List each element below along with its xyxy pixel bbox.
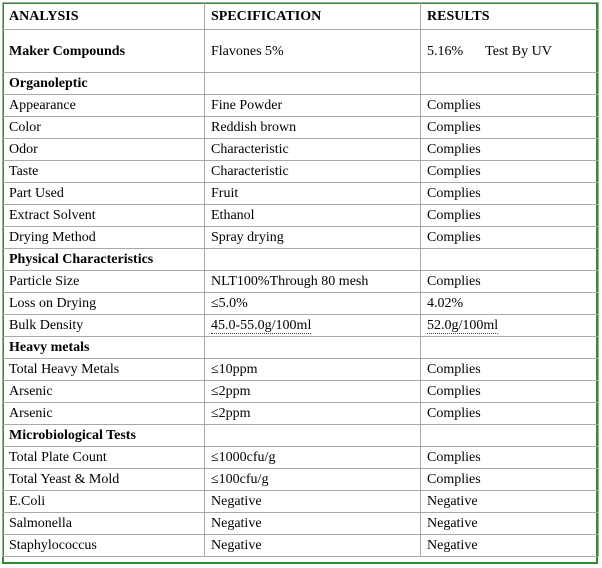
row-analysis: Loss on Drying xyxy=(3,293,205,315)
header-row xyxy=(3,3,599,30)
row-specification: ≤1000cfu/g xyxy=(205,447,421,469)
table-row xyxy=(3,95,599,117)
header-results: RESULTS xyxy=(421,3,599,30)
row-result: Complies xyxy=(421,359,599,381)
table-row xyxy=(3,161,599,183)
row-result: Negative xyxy=(421,491,599,513)
row-result: Complies xyxy=(421,139,599,161)
row-analysis: Part Used xyxy=(3,183,205,205)
row-analysis: Appearance xyxy=(3,95,205,117)
maker-analysis: Maker Compounds xyxy=(3,30,205,73)
row-result: Complies xyxy=(421,183,599,205)
table-row xyxy=(3,491,599,513)
table-row xyxy=(3,403,599,425)
row-result: Complies xyxy=(421,161,599,183)
row-result: Complies xyxy=(421,469,599,491)
row-specification: Fine Powder xyxy=(205,95,421,117)
table-row xyxy=(3,447,599,469)
row-analysis: Particle Size xyxy=(3,271,205,293)
row-specification: Fruit xyxy=(205,183,421,205)
table-row xyxy=(3,535,599,557)
row-analysis: Bulk Density xyxy=(3,315,205,337)
row-specification: ≤5.0% xyxy=(205,293,421,315)
row-analysis: Staphylococcus xyxy=(3,535,205,557)
row-specification xyxy=(205,315,421,337)
table-row xyxy=(3,117,599,139)
row-result: Complies xyxy=(421,205,599,227)
table-row xyxy=(3,513,599,535)
row-analysis: Arsenic xyxy=(3,403,205,425)
header-specification: SPECIFICATION xyxy=(205,3,421,30)
row-specification: Characteristic xyxy=(205,139,421,161)
row-result-text: 52.0g/100ml xyxy=(427,318,499,333)
table-row xyxy=(3,139,599,161)
table-row xyxy=(3,469,599,491)
row-specification: Negative xyxy=(205,513,421,535)
section-header-row xyxy=(3,337,599,359)
spec-sheet xyxy=(2,2,598,564)
maker-row xyxy=(3,30,599,73)
table-row xyxy=(3,381,599,403)
row-analysis: Drying Method xyxy=(3,227,205,249)
row-analysis: Odor xyxy=(3,139,205,161)
row-result: 4.02% xyxy=(421,293,599,315)
row-specification: Negative xyxy=(205,535,421,557)
row-analysis: Taste xyxy=(3,161,205,183)
row-analysis: Salmonella xyxy=(3,513,205,535)
row-analysis: Color xyxy=(3,117,205,139)
row-result: Complies xyxy=(421,447,599,469)
row-analysis: Total Plate Count xyxy=(3,447,205,469)
row-specification: ≤2ppm xyxy=(205,403,421,425)
row-specification: ≤10ppm xyxy=(205,359,421,381)
row-analysis: Total Heavy Metals xyxy=(3,359,205,381)
table-row xyxy=(3,227,599,249)
row-result: Complies xyxy=(421,227,599,249)
row-specification: Ethanol xyxy=(205,205,421,227)
row-result: Complies xyxy=(421,403,599,425)
analysis-table xyxy=(2,2,599,557)
section-title: Microbiological Tests xyxy=(3,425,205,447)
maker-result-method: Test By UV xyxy=(485,43,552,59)
section-title: Heavy metals xyxy=(3,337,205,359)
row-specification: Reddish brown xyxy=(205,117,421,139)
table-row xyxy=(3,293,599,315)
table-row xyxy=(3,271,599,293)
maker-specification: Flavones 5% xyxy=(205,30,421,73)
row-specification: Spray drying xyxy=(205,227,421,249)
row-result xyxy=(421,315,599,337)
row-result: Complies xyxy=(421,381,599,403)
row-specification: Characteristic xyxy=(205,161,421,183)
row-specification: NLT100%Through 80 mesh xyxy=(205,271,421,293)
table-row xyxy=(3,183,599,205)
row-analysis: E.Coli xyxy=(3,491,205,513)
row-specification: ≤100cfu/g xyxy=(205,469,421,491)
row-analysis: Total Yeast & Mold xyxy=(3,469,205,491)
section-title: Organoleptic xyxy=(3,73,205,95)
section-header-row xyxy=(3,249,599,271)
row-result: Negative xyxy=(421,513,599,535)
row-result: Complies xyxy=(421,95,599,117)
section-header-row xyxy=(3,73,599,95)
table-row xyxy=(3,359,599,381)
table-row xyxy=(3,205,599,227)
section-title: Physical Characteristics xyxy=(3,249,205,271)
section-header-row xyxy=(3,425,599,447)
row-analysis: Extract Solvent xyxy=(3,205,205,227)
row-specification-text: 45.0-55.0g/100ml xyxy=(211,318,312,333)
row-result: Negative xyxy=(421,535,599,557)
table-row xyxy=(3,315,599,337)
row-result: Complies xyxy=(421,117,599,139)
row-result: Complies xyxy=(421,271,599,293)
row-specification: ≤2ppm xyxy=(205,381,421,403)
row-specification: Negative xyxy=(205,491,421,513)
header-analysis: ANALYSIS xyxy=(3,3,205,30)
maker-result xyxy=(421,30,599,73)
maker-result-value: 5.16% xyxy=(427,43,464,59)
row-analysis: Arsenic xyxy=(3,381,205,403)
